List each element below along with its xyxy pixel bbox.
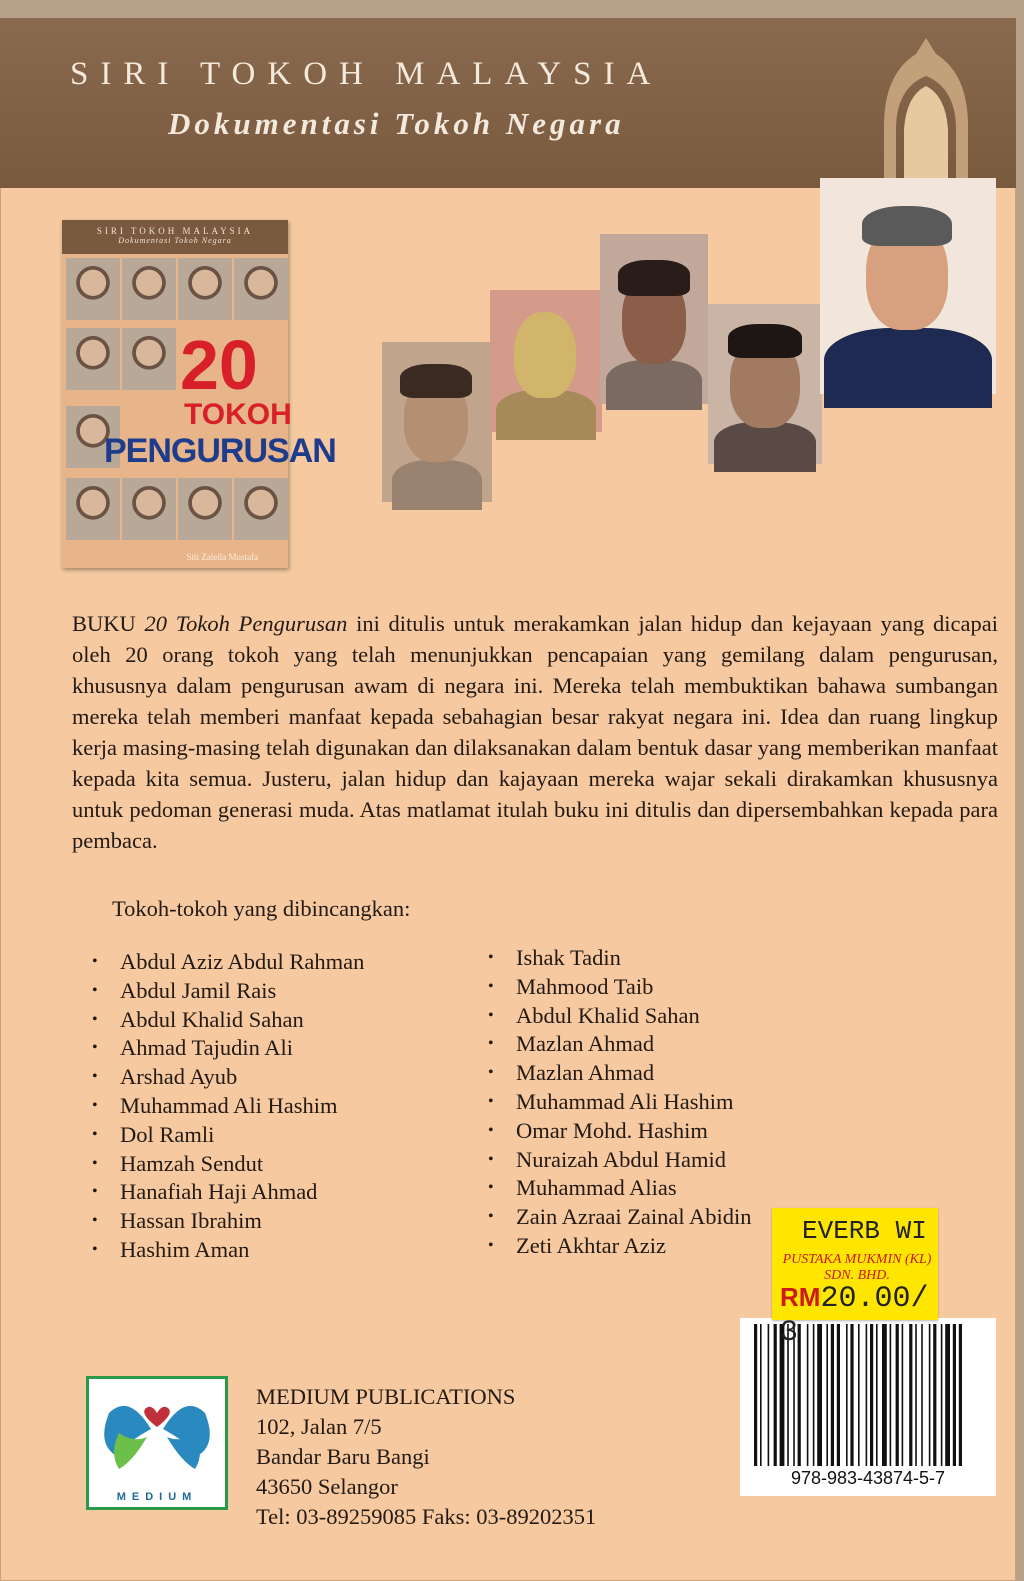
thumbnail-title-number: 20	[180, 326, 258, 404]
list-item: • Zeti Akhtar Aziz	[488, 1232, 752, 1261]
names-list-right	[488, 944, 752, 1261]
publisher-address-line-3: 43650 Selangor	[256, 1474, 398, 1499]
portrait-photo	[600, 234, 708, 404]
sticker-store-line-1: PUSTAKA MUKMIN (KL)	[782, 1252, 932, 1267]
book-back-cover	[0, 18, 1016, 1581]
list-item: • Muhammad Ali Hashim	[92, 1092, 364, 1121]
portrait-photo	[382, 342, 492, 502]
arch-emblem-icon	[876, 30, 976, 188]
description-body: ini ditulis untuk merakamkan jalan hidup dan kejayaan yang dicapai oleh 20 orang tokoh yang telah menunjukkan pencapaian yang gemilang dalam pengurusan, khususnya dalam pengurusan awam di negara ini. Mereka telah membuktikan bahawa sumbangan mereka telah memberi manfaat kepada sebahagian besar rakyat negara ini. Idea dan ruang lingkup kerja masing-masing telah digunakan dan dilaksanakan dalam bentuk dasar yang memberikan manfaat kepada kita semua. Justeru, jalan hidup dan kajayaan mereka wajar sekali dirakamkan khususnya untuk pedoman generasi muda. Atas matlamat itulah buku ini ditulis dan dipersembahkan kepada para pembaca.	[72, 611, 999, 853]
list-item: • Muhammad Ali Hashim	[488, 1088, 752, 1117]
portrait-thumbnail	[122, 258, 176, 320]
sticker-currency: RM	[780, 1282, 821, 1312]
book-description	[72, 608, 998, 856]
list-item: • Omar Mohd. Hashim	[488, 1117, 752, 1146]
portrait-thumbnail	[178, 258, 232, 320]
list-intro: Tokoh-tokoh yang dibincangkan:	[112, 896, 411, 921]
sticker-store-line-2: SDN. BHD.	[824, 1268, 890, 1283]
list-item: • Dol Ramli	[92, 1121, 364, 1150]
list-item: • Abdul Khalid Sahan	[92, 1006, 364, 1035]
list-item: • Abdul Aziz Abdul Rahman	[92, 948, 364, 977]
portrait-thumbnail	[66, 258, 120, 320]
list-item: • Nuraizah Abdul Hamid	[488, 1146, 752, 1175]
thumbnail-title-word-2: PENGURUSAN	[104, 432, 336, 470]
portrait-thumbnail	[66, 328, 120, 390]
list-item: • Abdul Khalid Sahan	[488, 1002, 752, 1031]
butterfly-logo-icon	[89, 1383, 225, 1483]
thumbnail-author: Siti Zaleila Mustafa	[186, 552, 258, 562]
sticker-store	[782, 1252, 932, 1284]
portrait-thumbnail	[66, 478, 120, 540]
portrait-thumbnail	[178, 478, 232, 540]
publisher-info	[256, 1382, 596, 1532]
list-item: • Hanafiah Haji Ahmad	[92, 1178, 364, 1207]
list-item: • Abdul Jamil Rais	[92, 977, 364, 1006]
description-book-title: 20 Tokoh Pengurusan	[144, 611, 348, 636]
list-item: • Hamzah Sendut	[92, 1150, 364, 1179]
publisher-logo	[86, 1376, 228, 1510]
portrait-photo	[708, 304, 822, 464]
portrait-thumbnail	[234, 258, 288, 320]
list-item: • Hassan Ibrahim	[92, 1207, 364, 1236]
list-item: • Ishak Tadin	[488, 944, 752, 973]
list-item: • Mahmood Taib	[488, 973, 752, 1002]
thumbnail-title-word-1: TOKOH	[184, 398, 292, 431]
list-item: • Mazlan Ahmad	[488, 1030, 752, 1059]
sticker-price	[780, 1282, 938, 1350]
thumbnail-header	[62, 220, 288, 254]
portrait-thumbnail	[122, 478, 176, 540]
thumbnail-series-title: SIRI TOKOH MALAYSIA	[96, 226, 254, 236]
list-item: • Zain Azraai Zainal Abidin	[488, 1203, 752, 1232]
portrait-photo	[490, 290, 602, 432]
names-list-left	[92, 948, 364, 1265]
list-item: • Ahmad Tajudin Ali	[92, 1034, 364, 1063]
publisher-address-line-1: 102, Jalan 7/5	[256, 1414, 382, 1439]
publisher-contact: Tel: 03-89259085 Faks: 03-89202351	[256, 1504, 597, 1529]
list-item: • Muhammad Alias	[488, 1174, 752, 1203]
thumbnail-series-subtitle: Dokumentasi Tokoh Negara	[118, 236, 232, 245]
price-sticker	[772, 1208, 938, 1350]
list-item: • Mazlan Ahmad	[488, 1059, 752, 1088]
list-item: • Arshad Ayub	[92, 1063, 364, 1092]
portrait-photo	[820, 178, 996, 394]
publisher-address-line-2: Bandar Baru Bangi	[256, 1444, 430, 1469]
publisher-name: MEDIUM PUBLICATIONS	[256, 1384, 516, 1409]
list-item: • Hashim Aman	[92, 1236, 364, 1265]
book-cover-thumbnail	[62, 220, 336, 568]
portrait-thumbnail	[122, 328, 176, 390]
series-title: SIRI TOKOH MALAYSIA	[70, 56, 663, 92]
sticker-code: EVERB WI	[802, 1216, 927, 1246]
series-banner	[0, 18, 1016, 188]
description-lead: BUKU	[72, 611, 136, 636]
sticker-price-value: 20.00/ 3	[780, 1282, 929, 1350]
portrait-thumbnail	[234, 478, 288, 540]
series-subtitle: Dokumentasi Tokoh Negara	[168, 106, 625, 141]
isbn-number: 978-983-43874-5-7	[790, 1468, 946, 1488]
logo-wordmark: MEDIUM	[116, 1491, 198, 1503]
